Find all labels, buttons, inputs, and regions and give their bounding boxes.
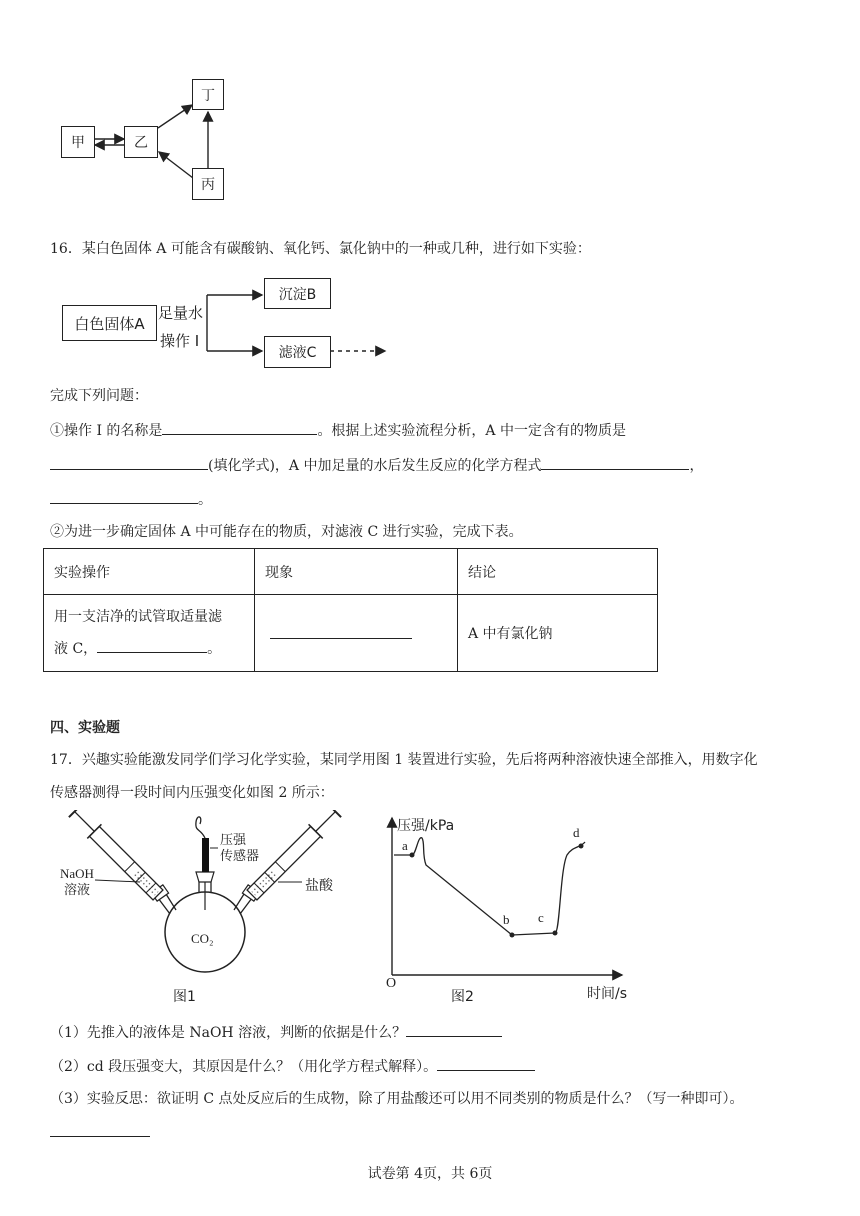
header-operation: 实验操作 <box>44 549 255 595</box>
answer-blank-equation-cont[interactable] <box>50 489 198 504</box>
label-co2: CO₂ <box>191 931 214 946</box>
header-phenomenon: 现象 <box>255 549 458 595</box>
arrow-yi-to-ding <box>158 105 192 128</box>
q16-p1-b: 。根据上述实验流程分析，A 中一定含有的物质是 <box>317 423 626 439</box>
label-point-a: a <box>402 838 408 853</box>
label-naoh <box>60 866 94 898</box>
q17-sub1-text: （1）先推入的液体是 NaOH 溶液，判断的依据是什么？ <box>50 1025 407 1041</box>
answer-blank-operation-step[interactable] <box>97 638 207 653</box>
label-point-d: d <box>573 825 580 840</box>
label-sensor-line2: 传感器 <box>220 849 260 864</box>
q16-instruction: 完成下列问题： <box>50 388 148 404</box>
op-line2-end: 。 <box>207 641 222 657</box>
label-sensor-line1: 压强 <box>220 833 247 848</box>
node-precipitate-b: 沉淀B <box>264 278 331 309</box>
cell-operation <box>44 595 255 672</box>
node-ding: 丁 <box>192 79 224 110</box>
q16-part2: ②为进一步确定固体 A 中可能存在的物质，对滤液 C 进行实验，完成下表。 <box>50 524 523 540</box>
point-d <box>579 844 584 849</box>
op-line1: 用一支洁净的试管取适量滤 <box>54 609 222 625</box>
answer-blank-sub1[interactable] <box>406 1022 502 1037</box>
node-yi: 乙 <box>124 126 158 158</box>
pressure-curve-svg <box>370 810 640 1010</box>
label-naoh-line2: 溶液 <box>63 882 90 897</box>
q16-part1-line1 <box>50 420 626 441</box>
q17-sub3: （3）实验反思：欲证明 C 点处反应后的生成物，除了用盐酸还可以用不同类别的物质是什么？（写一种即可）。 <box>50 1091 744 1107</box>
arrow-bing-to-yi <box>159 152 193 178</box>
q17-stem-line1: 17．兴趣实验能激发同学们学习化学实验，某同学用图 1 装置进行实验，先后将两种溶液快速全部推入，用数字化 <box>50 752 758 768</box>
flow-label-operation: 操作 I <box>160 332 200 350</box>
cell-phenomenon <box>255 595 458 672</box>
node-jia: 甲 <box>61 126 95 158</box>
q16-p2-a: (填化学式)，A 中加足量的水后发生反应的化学方程式 <box>208 458 542 474</box>
q16-p3-end: 。 <box>198 492 212 508</box>
answer-blank-formula[interactable] <box>50 455 208 470</box>
q16-stem: 16．某白色固体 A 可能含有碳酸钠、氧化钙、氯化钠中的一种或几种，进行如下实验： <box>50 241 591 257</box>
op-line2 <box>54 633 244 665</box>
node-bing: 丙 <box>192 168 224 200</box>
pressure-sensor <box>202 838 209 872</box>
answer-blank-phenomenon[interactable] <box>270 624 412 639</box>
cell-conclusion: A 中有氯化钠 <box>458 595 658 672</box>
section-title: 四、实验题 <box>50 720 120 736</box>
q17-sub1 <box>50 1022 502 1043</box>
x-axis-label: 时间/s <box>587 986 628 1002</box>
q16-p1-a: ①操作 I 的名称是 <box>50 423 163 439</box>
origin-label: O <box>386 976 397 991</box>
label-sensor <box>220 833 259 865</box>
figure1-caption: 图1 <box>173 989 196 1005</box>
label-point-b: b <box>503 912 510 927</box>
answer-blank-operation-name[interactable] <box>162 420 317 435</box>
y-axis-label: 压强/kPa <box>397 818 455 834</box>
q16-p2-b: ， <box>689 458 704 474</box>
label-naoh-line1: NaOH <box>60 866 94 881</box>
node-white-solid: 白色固体A <box>62 305 157 341</box>
answer-blank-sub2[interactable] <box>437 1056 535 1071</box>
q17-sub2 <box>50 1056 535 1077</box>
table-row <box>44 595 658 672</box>
q16-part1-line2 <box>50 455 703 476</box>
table-header-row <box>44 549 658 595</box>
q17-sub2-text: （2）cd 段压强变大，其原因是什么？（用化学方程式解释）。 <box>50 1059 438 1075</box>
flow-label-water: 足量水 <box>158 304 204 322</box>
header-conclusion: 结论 <box>458 549 658 595</box>
pressure-curve <box>394 838 585 935</box>
point-b <box>510 933 515 938</box>
answer-blank-equation[interactable] <box>541 455 689 470</box>
q17-stem-line2: 传感器测得一段时间内压强变化如图 2 所示： <box>50 785 334 801</box>
label-point-c: c <box>538 910 544 925</box>
page-footer: 试卷第 4页，共 6页 <box>367 1166 493 1182</box>
point-a <box>410 853 415 858</box>
apparatus-drawing <box>40 810 360 1010</box>
experiment-table <box>43 548 658 672</box>
figure2-caption: 图2 <box>451 989 474 1005</box>
q16-part1-line3 <box>50 489 212 510</box>
relation-arrows <box>0 0 860 210</box>
node-filtrate-c: 滤液C <box>264 336 331 368</box>
answer-blank-sub3[interactable] <box>50 1122 150 1137</box>
op-line2-text: 液 C， <box>54 641 98 657</box>
point-c <box>553 931 558 936</box>
label-hcl: 盐酸 <box>305 878 333 894</box>
